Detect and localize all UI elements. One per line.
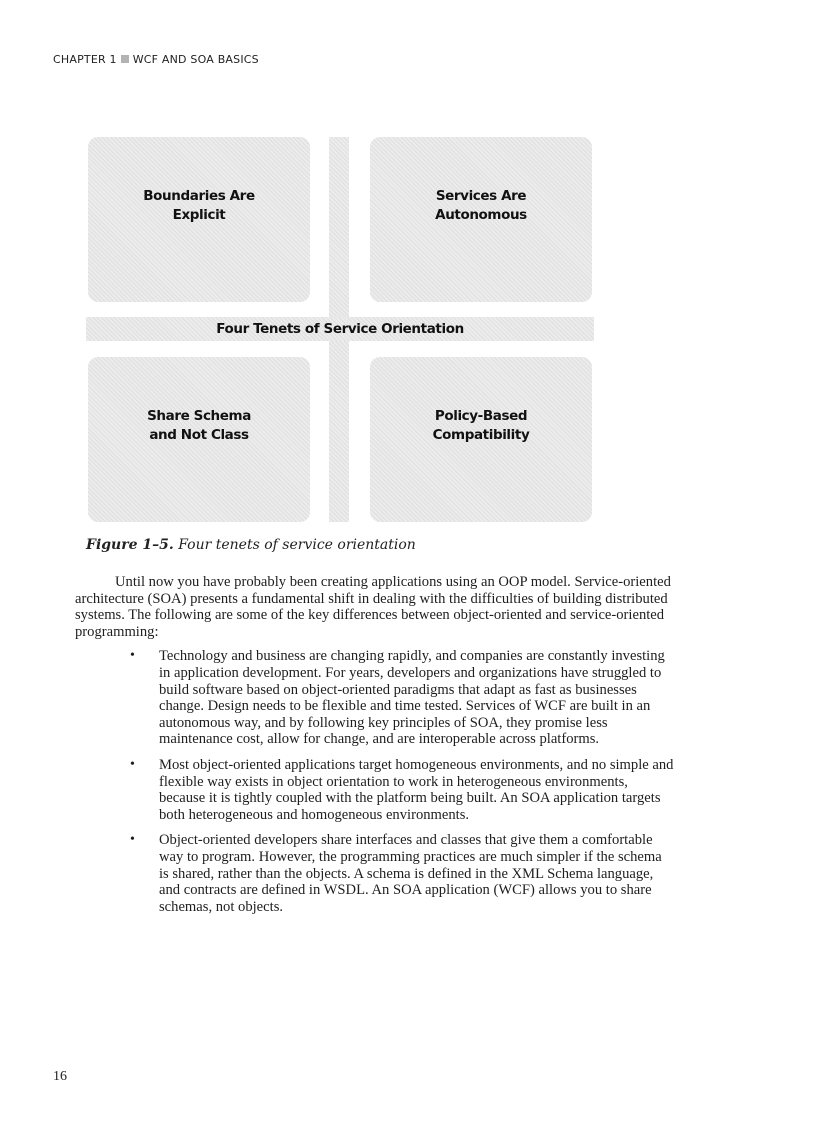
bullet-text: Most object-oriented applications target homogeneous environments, and no simple and flexible way exists in object orientation to work in heterogeneous environments, because it is tightly coupled with the platform being built. An SOA application targets both heterogeneous and homogeneous environments. [159, 756, 674, 823]
quadrant-label-policy: Policy-Based Compatibility [432, 407, 530, 443]
quadrant-bottom-right [370, 357, 592, 522]
intro-paragraph: Until now you have probably been creating applications using an OOP model. Service-oriented architecture (SOA) presents a fundamental shift in dealing with the difficulties of building distributed systems. The following are some of the key differences between object-oriented and service-oriented programming: [75, 574, 671, 640]
quadrant-label-boundaries: Boundaries Are Explicit [143, 187, 255, 223]
list-item [75, 757, 715, 823]
bullet-dot: • [130, 648, 135, 664]
center-band [86, 317, 594, 341]
quadrant-top-left [88, 137, 310, 302]
list-item [75, 832, 715, 915]
chapter-title: WCF AND SOA BASICS [132, 53, 259, 66]
quadrant-label-autonomous: Services Are Autonomous [435, 187, 527, 223]
bullet-dot: • [130, 832, 135, 848]
quadrant-label-schema: Share Schema and Not Class [147, 407, 251, 443]
page-number: 16 [53, 1069, 67, 1084]
header-separator-square [121, 55, 129, 63]
bullet-text: Object-oriented developers share interfaces and classes that give them a comfortable way to program. However, the programming practices are much simpler if the schema is shared, rather than the objects. A schema is defined in the XML Schema language, and contracts are defined in WSDL. An SOA application (WCF) allows you to share schemas, not objects. [159, 832, 662, 915]
running-header [53, 53, 259, 66]
quadrant-top-right [370, 137, 592, 302]
list-item [75, 648, 715, 748]
body-text [75, 574, 715, 924]
bullet-dot: • [130, 756, 135, 772]
caption-text: Four tenets of service orientation [178, 537, 416, 553]
bullet-list [75, 648, 715, 915]
chapter-label: CHAPTER 1 [53, 53, 117, 66]
figure-caption [86, 537, 416, 553]
bullet-text: Technology and business are changing rapidly, and companies are constantly investing in application development. For years, developers and organizations have struggled to build software based on object-oriented paradigms that adapt as fast as businesses change. Design needs to be flexible and time tested. Services of WCF are built in an autonomous way, and by following key principles of SOA, they promise less maintenance cost, allow for change, and are interoperable across platforms. [159, 648, 665, 748]
center-label: Four Tenets of Service Orientation [216, 320, 464, 337]
caption-label: Figure 1–5. [86, 537, 174, 553]
quadrant-bottom-left [88, 357, 310, 522]
four-tenets-figure [86, 137, 594, 522]
